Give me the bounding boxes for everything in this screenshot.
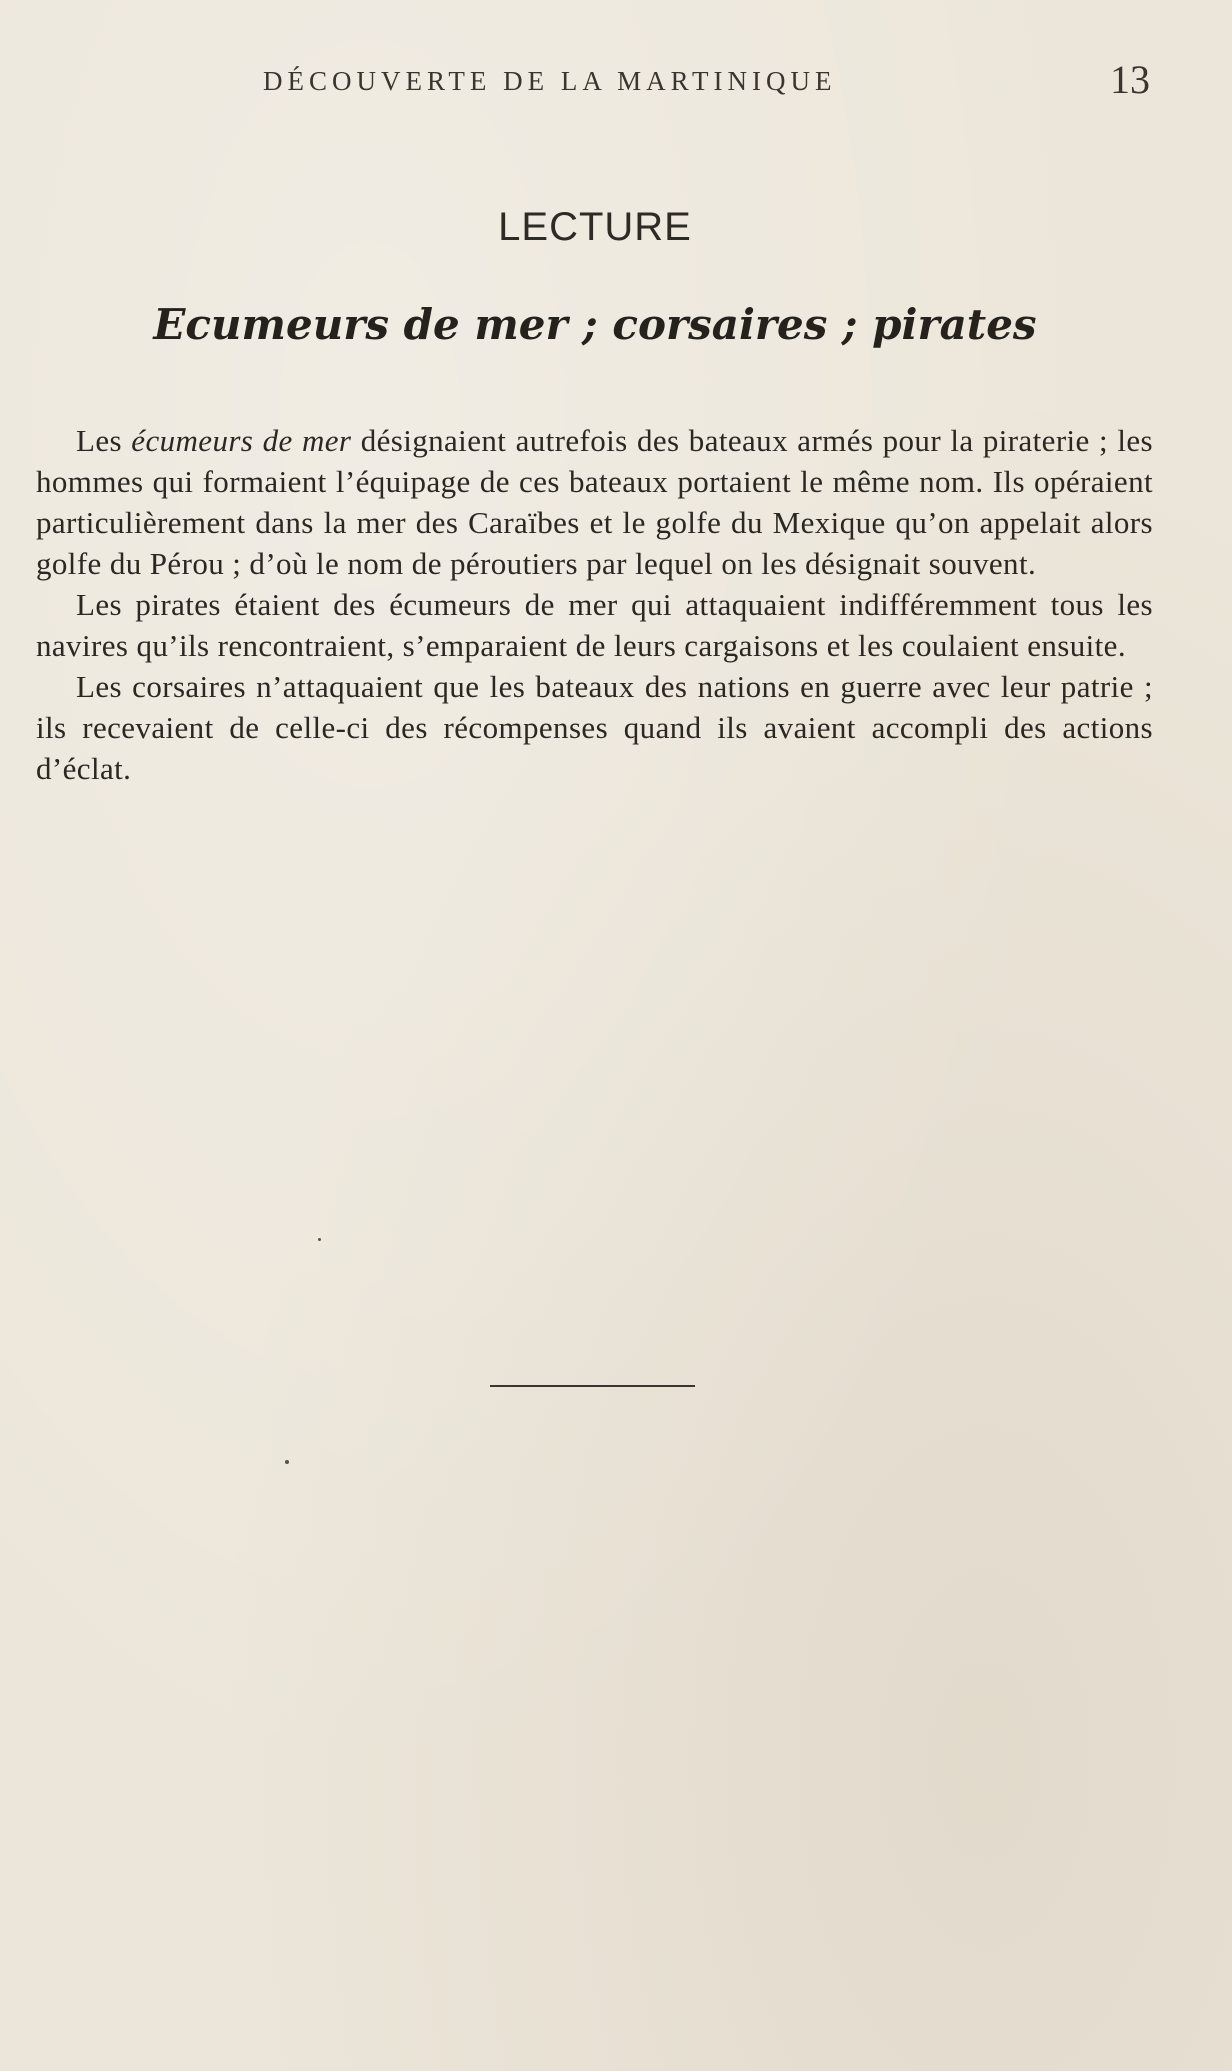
running-title: DÉCOUVERTE DE LA MARTINIQUE (263, 66, 837, 96)
paragraph-rest: désignaient autrefois des bateaux armés pour la piraterie ; les hommes qui formaient l’équipage de ces bateaux portaient le même nom. Ils opéraient particulièrement dans la mer des Caraïbes et le golfe du Mexique qu’on appelait alors golfe du Pérou ; d’où le nom de péroutiers par lequel on les désignait souvent. (36, 423, 1153, 581)
paragraph-ecumeurs (36, 420, 1153, 584)
paper-speck (318, 1238, 321, 1241)
paragraph-pirates: Les pirates étaient des écumeurs de mer qui attaquaient indifféremment tous les navires qu’ils rencontraient, s’emparaient de leurs cargaisons et les coulaient ensuite. (36, 587, 1153, 663)
end-rule (490, 1385, 695, 1387)
page-number: 13 (1110, 57, 1150, 102)
paragraph-corsaires: Les corsaires n’attaquaient que les bateaux des nations en guerre avec leur patrie ; ils recevaient de celle-ci des récompenses quand ils avaient accompli des actions d’éclat. (36, 669, 1153, 786)
paragraph-emphasis: écumeurs de mer (131, 423, 352, 458)
paper-speck (285, 1460, 289, 1464)
body-text (36, 420, 1153, 789)
paragraph-lead: Les (76, 423, 132, 458)
section-label: LECTURE (498, 205, 692, 249)
section-title: Ecumeurs de mer ; corsaires ; pirates (153, 300, 1037, 349)
